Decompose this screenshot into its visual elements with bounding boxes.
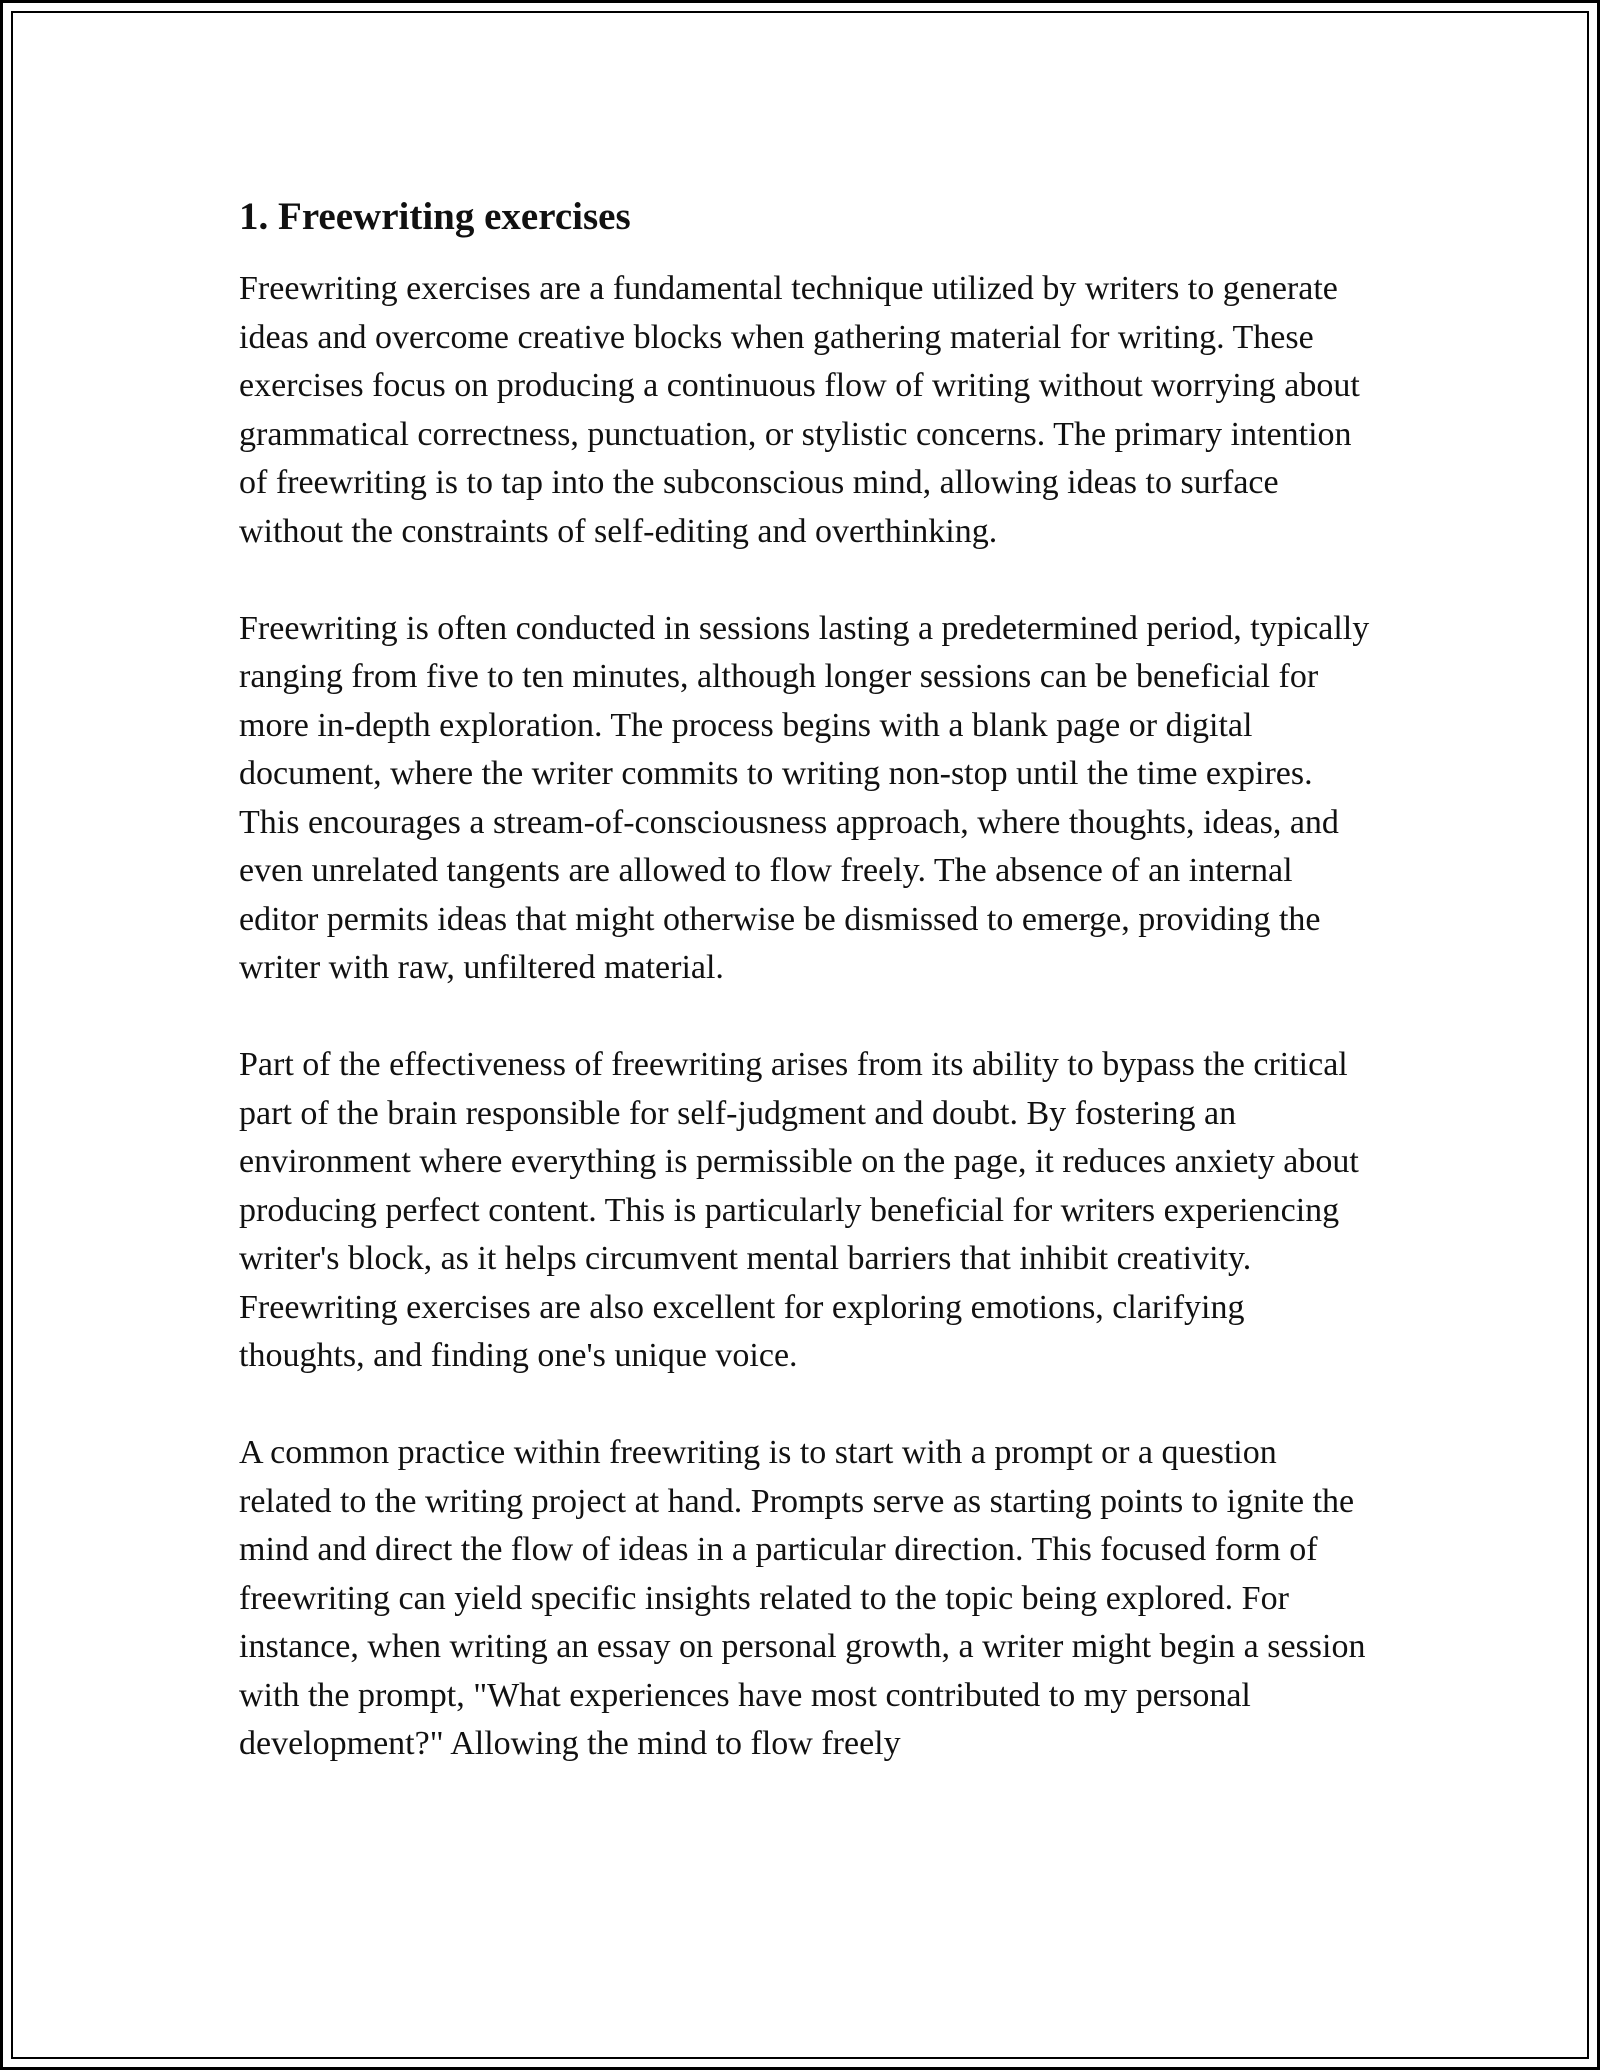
paragraph-3: Part of the effectiveness of freewriting arises from its ability to bypass the critical part of the brain responsible for self-judgment and doubt. By fostering an environment where everything is permissible on the page, it reduces anxiety about producing perfect content. This is particularly beneficial for writers experiencing writer's block, as it helps circumvent mental barriers that inhibit creativity. Freewriting exercises are also excellent for exploring emotions, clarifying thoughts, and finding one's unique voice. xyxy=(239,1046,1359,1374)
section-heading: 1. Freewriting exercises xyxy=(239,195,631,238)
document-body xyxy=(239,188,1371,1769)
paragraph-4: A common practice within freewriting is to start with a prompt or a question related to the writing project at hand. Prompts serve as starting points to ignite the mind and direct the flow of ideas in a particular direction. This focused form of freewriting can yield specific insights related to the topic being explored. For instance, when writing an essay on personal growth, a writer might begin a session with the prompt, "What experiences have most contributed to my personal development?" Allowing the mind to flow freely xyxy=(239,1434,1366,1762)
paragraph-2: Freewriting is often conducted in sessions lasting a predetermined period, typically ranging from five to ten minutes, although longer sessions can be beneficial for more in-depth exploration. The process begins with a blank page or digital document, where the writer commits to writing non-stop until the time expires. This encourages a stream-of-consciousness approach, where thoughts, ideas, and even unrelated tangents are allowed to flow freely. The absence of an internal editor permits ideas that might otherwise be dismissed to emerge, providing the writer with raw, unfiltered material. xyxy=(239,609,1370,986)
paragraph-1: Freewriting exercises are a fundamental technique utilized by writers to generate ideas and overcome creative blocks when gathering material for writing. These exercises focus on producing a continuous flow of writing without worrying about grammatical correctness, punctuation, or stylistic concerns. The primary intention of freewriting is to tap into the subconscious mind, allowing ideas to surface without the constraints of self-editing and overthinking. xyxy=(239,270,1360,550)
